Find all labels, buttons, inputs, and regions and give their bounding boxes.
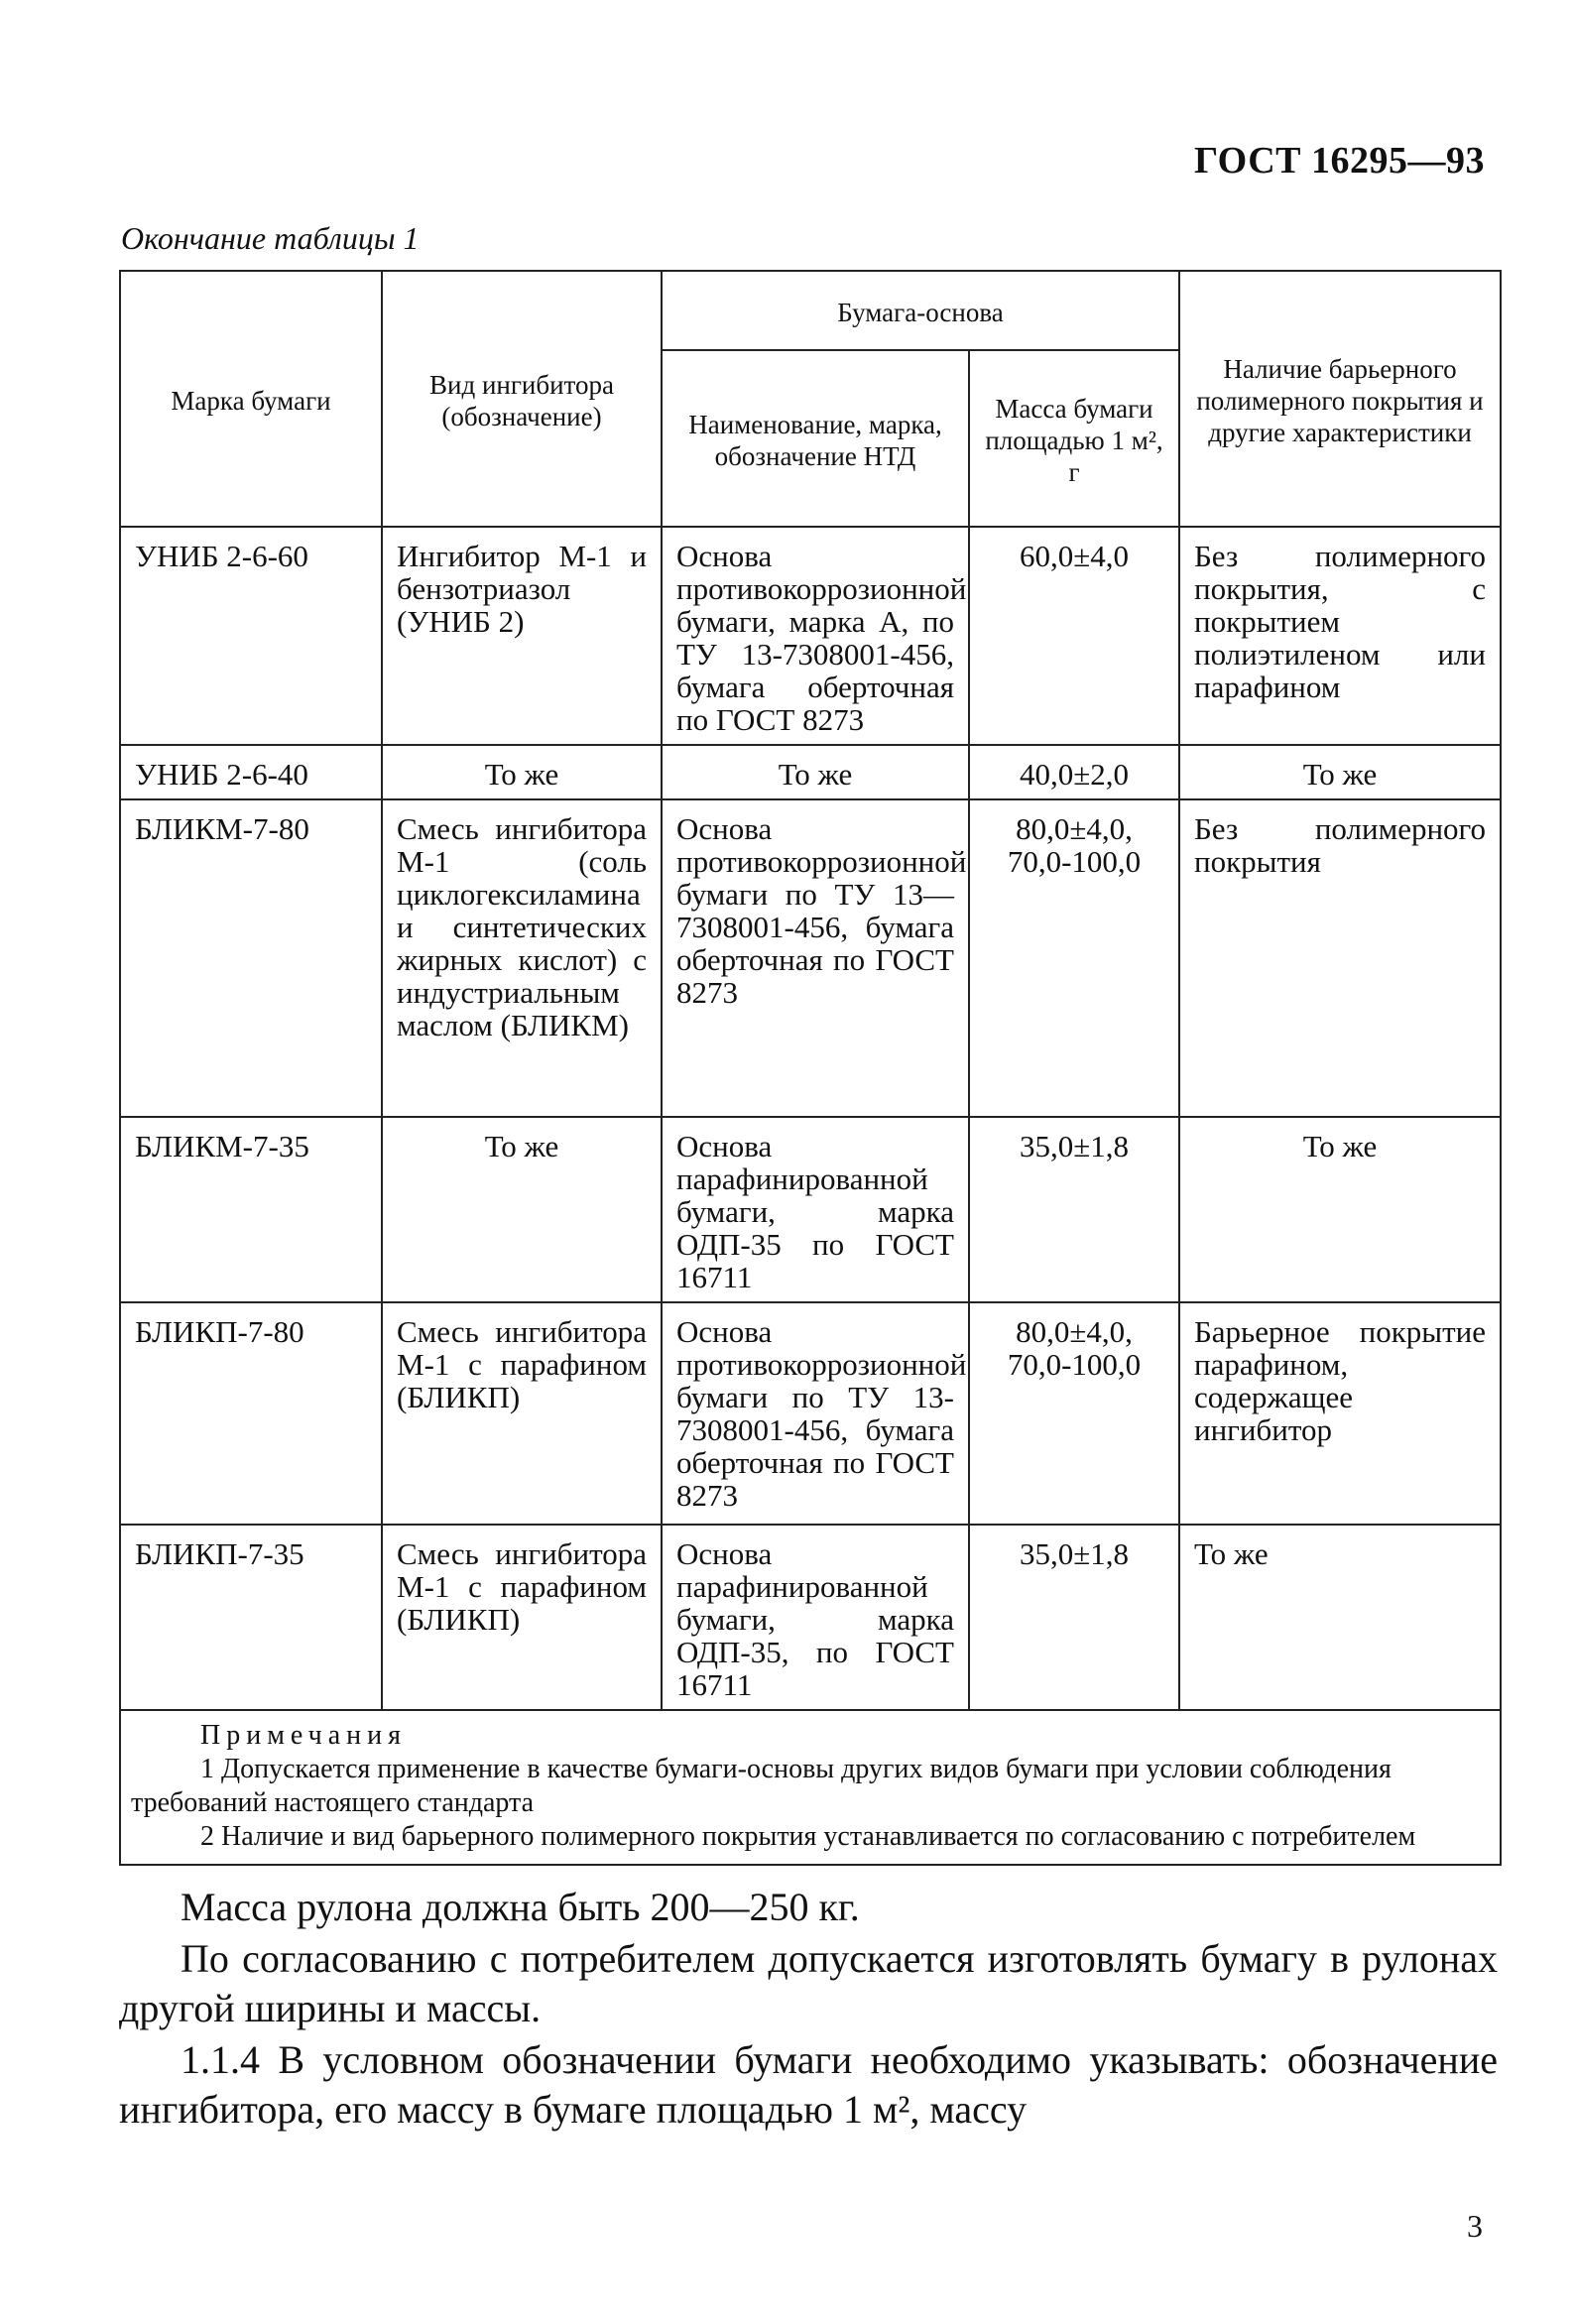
table-row (120, 799, 1501, 1117)
cell-mass: 35,0±1,8 (969, 1525, 1179, 1710)
column-header-base-mass: Масса бумаги площадью 1 м², г (969, 350, 1179, 527)
cell-inhibitor: Смесь ингибитора М-1 (соль циклогексиламина и синтетических жирных кислот) с индустриальным маслом (БЛИКМ) (382, 799, 662, 1117)
paragraph-roll-agreement: По согласованию с потребителем допускается изготовлять бумагу в рулонах другой ширины и массы. (119, 1936, 1498, 2030)
cell-mark: БЛИКП-7-35 (120, 1525, 382, 1710)
notes-row (120, 1710, 1501, 1865)
cell-mark: БЛИКМ-7-35 (120, 1117, 382, 1302)
cell-base: То же (662, 745, 969, 799)
cell-mark: УНИБ 2-6-40 (120, 745, 382, 799)
cell-mark: БЛИКП-7-80 (120, 1302, 382, 1525)
document-code: ГОСТ 16295—93 (1193, 140, 1485, 182)
cell-coating: Без полимерного покрытия, с покрытием полиэтиленом или парафином (1179, 527, 1501, 745)
table-row (120, 745, 1501, 799)
cell-inhibitor: Смесь ингибитора М-1 с парафином (БЛИКП) (382, 1302, 662, 1525)
table-notes (120, 1710, 1501, 1865)
table-row (120, 1525, 1501, 1710)
cell-coating: Барьерное покрытие парафином, содержащее ингибитор (1179, 1302, 1501, 1525)
cell-mass: 80,0±4,0, 70,0-100,0 (969, 799, 1179, 1117)
cell-base: Основа противокоррозионной бумаги, марка А, по ТУ 13-7308001-456, бумага оберточная по ГОСТ 8273 (662, 527, 969, 745)
cell-mass: 80,0±4,0, 70,0-100,0 (969, 1302, 1179, 1525)
cell-mass: 40,0±2,0 (969, 745, 1179, 799)
cell-mark: БЛИКМ-7-80 (120, 799, 382, 1117)
note-item: 2 Наличие и вид барьерного полимерного покрытия устанавливается по согласованию с потребителем (200, 1821, 1416, 1852)
cell-coating: То же (1179, 745, 1501, 799)
cell-coating: Без полимерного покрытия (1179, 799, 1501, 1117)
note-item: 1 Допускается применение в качестве бумаги-основы других видов бумаги при условии соблюдения требований настоящего стандарта (131, 1754, 1392, 1818)
paragraph-designation: 1.1.4 В условном обозначении бумаги необходимо указывать: обозначение ингибитора, его массу в бумаге площадью 1 м², массу (119, 2037, 1498, 2132)
cell-mark: УНИБ 2-6-60 (120, 527, 382, 745)
column-header-mark: Марка бумаги (120, 271, 382, 527)
column-header-inhibitor: Вид ингибитора (обозначение) (382, 271, 662, 527)
table-row (120, 1117, 1501, 1302)
table-row (120, 1302, 1501, 1525)
cell-base: Основа противокоррозионной бумаги по ТУ 13-7308001-456, бумага оберточная по ГОСТ 8273 (662, 1302, 969, 1525)
paragraph-roll-mass: Масса рулона должна быть 200—250 кг. (181, 1885, 860, 1929)
cell-inhibitor: Ингибитор М-1 и бензотриазол (УНИБ 2) (382, 527, 662, 745)
cell-inhibitor: То же (382, 1117, 662, 1302)
cell-coating: То же (1179, 1117, 1501, 1302)
column-header-base-name: Наименование, марка, обозначение НТД (662, 350, 969, 527)
cell-coating: То же (1179, 1525, 1501, 1710)
table-row (120, 527, 1501, 745)
cell-base: Основа противокоррозионной бумаги по ТУ 13—7308001-456, бумага оберточная по ГОСТ 8273 (662, 799, 969, 1117)
notes-title: Примечания (200, 1720, 408, 1751)
cell-base: Основа парафинированной бумаги, марка ОДП-35, по ГОСТ 16711 (662, 1525, 969, 1710)
cell-inhibitor: Смесь ингибитора М-1 с парафином (БЛИКП) (382, 1525, 662, 1710)
table-container (119, 270, 1500, 1866)
paper-grades-table (119, 270, 1502, 1866)
cell-inhibitor: То же (382, 745, 662, 799)
table-caption: Окончание таблицы 1 (121, 220, 420, 256)
cell-base: Основа парафинированной бумаги, марка ОДП-35 по ГОСТ 16711 (662, 1117, 969, 1302)
column-header-base-group: Бумага-основа (662, 271, 1179, 350)
page-number: 3 (1467, 2208, 1483, 2244)
cell-mass: 35,0±1,8 (969, 1117, 1179, 1302)
column-header-coating: Наличие барьерного полимерного покрытия и другие характеристики (1179, 271, 1501, 527)
cell-mass: 60,0±4,0 (969, 527, 1179, 745)
